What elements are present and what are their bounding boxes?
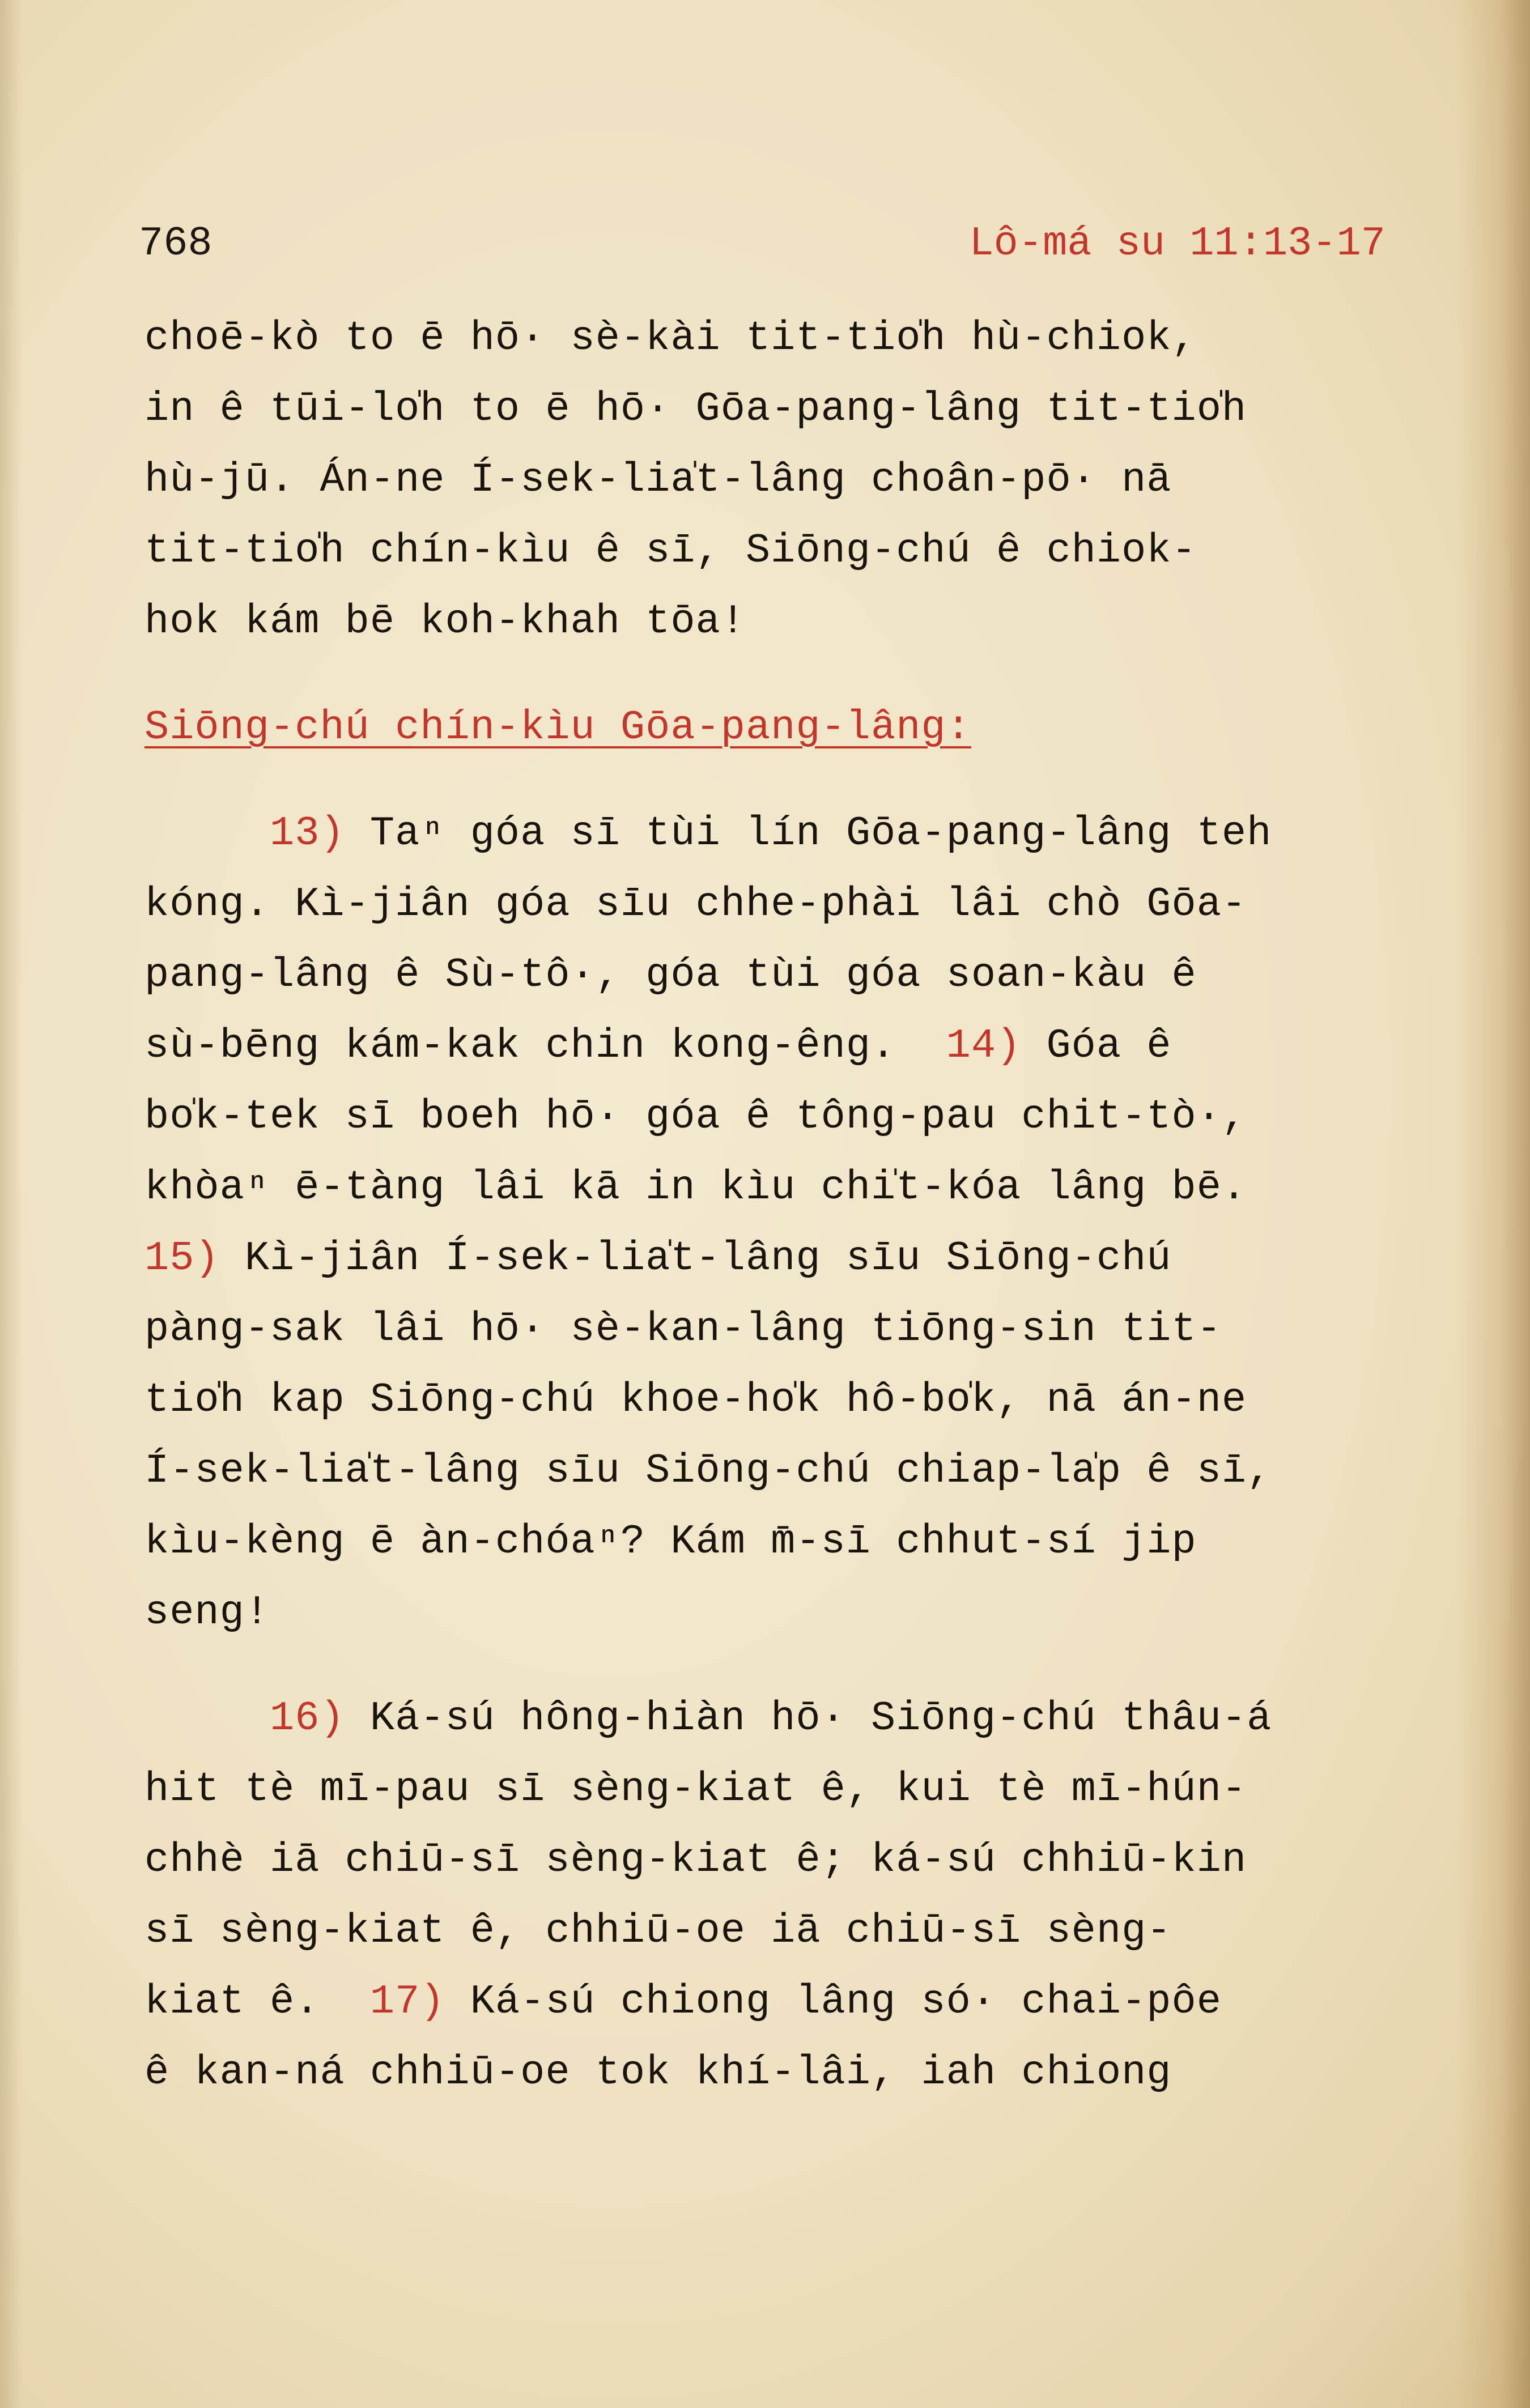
text-line: sī sèng-kiat ê, chhiū-oe iā chiū-sī sèng-	[144, 1908, 1172, 1954]
text-segment: kiat ê.	[144, 1979, 370, 2025]
verse-number: 17)	[369, 1979, 445, 2025]
text-line: kóng. Kì-jiân góa sīu chhe-phài lâi chò Gōa-	[144, 881, 1247, 928]
text-line	[144, 1223, 1448, 1294]
section-heading: Siōng-chú chín-kìu Gōa-pang-lâng:	[144, 704, 971, 751]
text-line: chhè iā chiū-sī sèng-kiat ê; ká-sú chhiū-kin	[144, 1837, 1247, 1883]
body-text	[144, 303, 1448, 2108]
text-line: khòaⁿ ē-tàng lâi kā in kìu chi̍t-kóa lâng bē.	[144, 1164, 1247, 1211]
verse-number: 14)	[946, 1023, 1022, 1069]
text-line: tit-tio̍h chín-kìu ê sī, Siōng-chú ê chiok-	[144, 527, 1197, 574]
text-line: in ê tūi-lo̍h to ē hō· Gōa-pang-lâng tit-tio̍h	[144, 386, 1247, 432]
text-line: Í-sek-lia̍t-lâng sīu Siōng-chú chiap-la̍p ê sī,	[144, 1448, 1272, 1494]
verse-number: 15)	[144, 1235, 220, 1282]
page-right-shadow	[1456, 0, 1530, 2408]
text-line	[144, 1683, 1448, 1754]
text-segment: Kì-jiân Í-sek-lia̍t-lâng sīu Siōng-chú	[219, 1235, 1172, 1282]
text-line: choē-kò to ē hō· sè-kài tit-tio̍h hù-chiok,	[144, 315, 1197, 361]
text-line	[144, 1011, 1448, 1082]
text-segment: Góa ê	[1021, 1023, 1172, 1069]
running-head: Lô-má su 11:13-17	[969, 220, 1386, 267]
text-line	[144, 1967, 1448, 2037]
text-line: ê kan-ná chhiū-oe tok khí-lâi, iah chiong	[144, 2049, 1172, 2096]
page-left-shadow	[0, 0, 23, 2408]
text-line: pàng-sak lâi hō· sè-kan-lâng tiōng-sin tit-	[144, 1306, 1222, 1352]
page-number: 768	[139, 220, 212, 267]
text-line: bo̍k-tek sī boeh hō· góa ê tông-pau chit-tò·,	[144, 1094, 1247, 1140]
text-segment: sù-bēng kám-kak chin kong-êng.	[144, 1023, 946, 1069]
text-line	[144, 798, 1448, 869]
verse-number: 16)	[270, 1695, 345, 1742]
verse-number: 13)	[270, 810, 345, 857]
text-line: hit tè mī-pau sī sèng-kiat ê, kui tè mī-hún-	[144, 1766, 1247, 1813]
text-segment: Ká-sú chiong lâng só· chai-pôe	[445, 1979, 1222, 2025]
text-segment: Ká-sú hông-hiàn hō· Siōng-chú thâu-á	[345, 1695, 1272, 1742]
section-heading-line	[144, 692, 1448, 763]
text-line: kìu-kèng ē àn-chóaⁿ? Kám m̄-sī chhut-sí jip	[144, 1518, 1197, 1565]
text-line: hok kám bē koh-khah tōa!	[144, 598, 746, 645]
page-header	[139, 215, 1386, 272]
text-segment: Taⁿ góa sī tùi lín Gōa-pang-lâng teh	[345, 810, 1272, 857]
text-line: hù-jū. Án-ne Í-sek-lia̍t-lâng choân-pō· nā	[144, 457, 1172, 503]
text-line: seng!	[144, 1589, 270, 1636]
text-line: pang-lâng ê Sù-tô·, góa tùi góa soan-kàu ê	[144, 952, 1197, 998]
text-line: tio̍h kap Siōng-chú khoe-ho̍k hô-bo̍k, nā án-ne	[144, 1377, 1247, 1423]
